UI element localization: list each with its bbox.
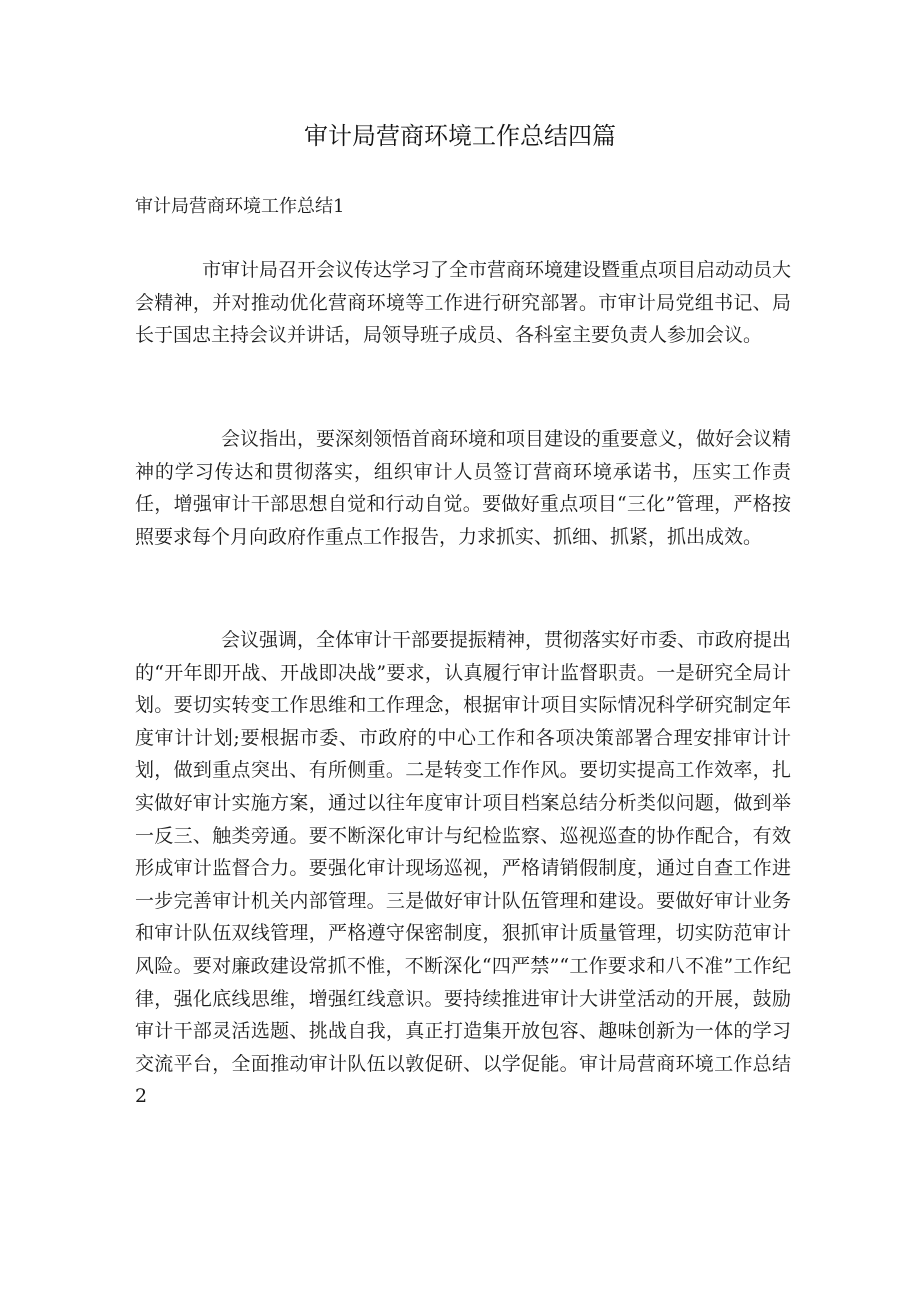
- section-heading: 审计局营商环境工作总结1: [135, 196, 345, 217]
- paragraph-3: 会议强调，全体审计干部要提振精神，贯彻落实好市委、市政府提出的“开年即开战、开战即决战”要求，认真履行审计监督职责。一是研究全局计划。要切实转变工作思维和工作理念，根据审计项目实际情况科学研究制定年度审计计划;要根据市委、市政府的中心工作和各项决策部署合理安排审计计划，做到重点突出、有所侧重。二是转变工作作风。要切实提高工作效率，扎实做好审计实施方案，通过以往年度审计项目档案总结分析类似问题，做到举一反三、触类旁通。要不断深化审计与纪检监察、巡视巡查的协作配合，有效形成审计监督合力。要强化审计现场巡视，严格请销假制度，通过自查工作进一步完善审计机关内部管理。三是做好审计队伍管理和建设。要做好审计业务和审计队伍双线管理，严格遵守保密制度，狠抓审计质量管理，切实防范审计风险。要对廉政建设常抓不惟，不断深化“四严禁”“工作要求和八不准”工作纪律，强化底线思维，增强红线意识。要持续推进审计大讲堂活动的开展，鼓励审计干部灵活选题、挑战自我，真正打造集开放包容、趣味创新为一体的学习交流平台，全面推动审计队伍以敦促研、以学促能。审计局营商环境工作总结2: [135, 629, 792, 1108]
- paragraph-2: 会议指出，要深刻领悟首商环境和项目建设的重要意义，做好会议精神的学习传达和贯彻落实，组织审计人员签订营商环境承诺书，压实工作责任，增强审计干部思想自觉和行动自觉。要做好重点项目“三化”管理，严格按照要求每个月向政府作重点工作报告，力求抓实、抓细、抓紧，抓出成效。: [135, 428, 792, 548]
- paragraph-1: 市审计局召开会议传达学习了全市营商环境建设暨重点项目启动动员大会精神，并对推动优化营商环境等工作进行研究部署。市审计局党组书记、局长于国忠主持会议并讲话，局领导班子成员、各科室主要负责人参加会议。: [135, 259, 792, 347]
- document-title: 审计局营商环境工作总结四篇: [304, 122, 616, 150]
